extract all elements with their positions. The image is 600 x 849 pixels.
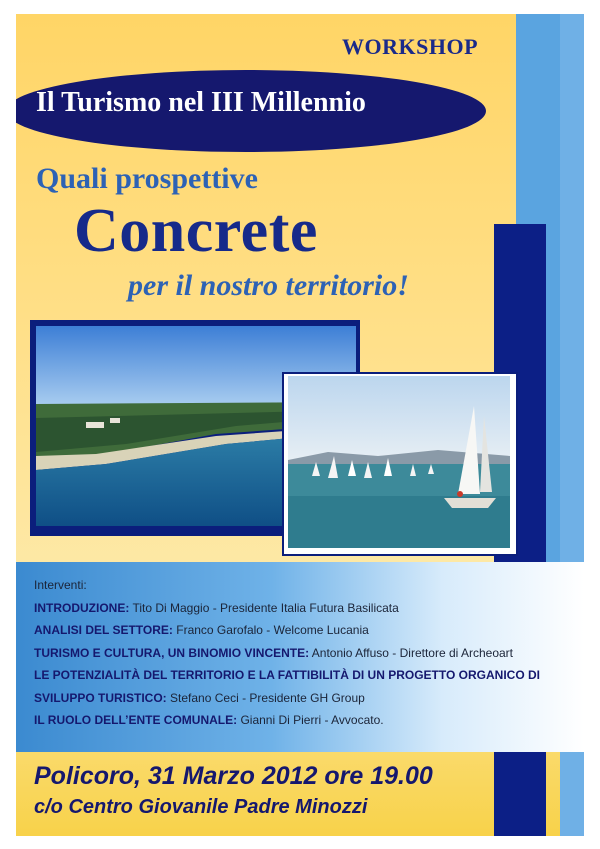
program-intro-label: Interventi: [34, 578, 87, 592]
talk-speaker: Gianni Di Pierri - Avvocato. [240, 713, 384, 727]
headline-main: Concrete [74, 197, 318, 265]
talk-title: IL RUOLO DELL’ENTE COMUNALE: [34, 713, 238, 727]
event-venue: c/o Centro Giovanile Padre Minozzi [34, 796, 368, 818]
program-item [34, 687, 574, 710]
talk-title: ANALISI DEL SETTORE: [34, 623, 173, 637]
talk-speaker: Antonio Affuso - Direttore di Archeoart [311, 645, 514, 660]
program-item [34, 642, 574, 665]
sailboats-photo [288, 376, 510, 548]
workshop-label: WORKSHOP [342, 34, 479, 59]
program-item [34, 619, 574, 642]
program-item [34, 664, 574, 687]
talk-title: INTRODUZIONE: [34, 600, 130, 615]
talk-speaker: Stefano Ceci - Presidente GH Group [170, 690, 365, 705]
talk-title: TURISMO E CULTURA, UN BINOMIO VINCENTE: [34, 645, 310, 660]
talk-speaker: Tito Di Maggio - Presidente Italia Futura Basilicata [132, 600, 399, 615]
program-item [34, 597, 574, 620]
flyer [16, 14, 584, 836]
talk-title: SVILUPPO TURISTICO: [34, 690, 167, 705]
event-title: Il Turismo nel III Millennio [36, 87, 366, 118]
headline-line3: per il nostro territorio! [128, 269, 409, 302]
headline-line1: Quali prospettive [36, 162, 258, 195]
program-item [34, 709, 574, 732]
talk-title: LE POTENZIALITÀ DEL TERRITORIO E LA FATTIBILITÀ DI UN PROGETTO ORGANICO DI [34, 668, 541, 682]
talk-speaker: Franco Garofalo - Welcome Lucania [176, 623, 369, 637]
event-date: Policoro, 31 Marzo 2012 ore 19.00 [34, 762, 433, 790]
program-list [34, 574, 574, 732]
